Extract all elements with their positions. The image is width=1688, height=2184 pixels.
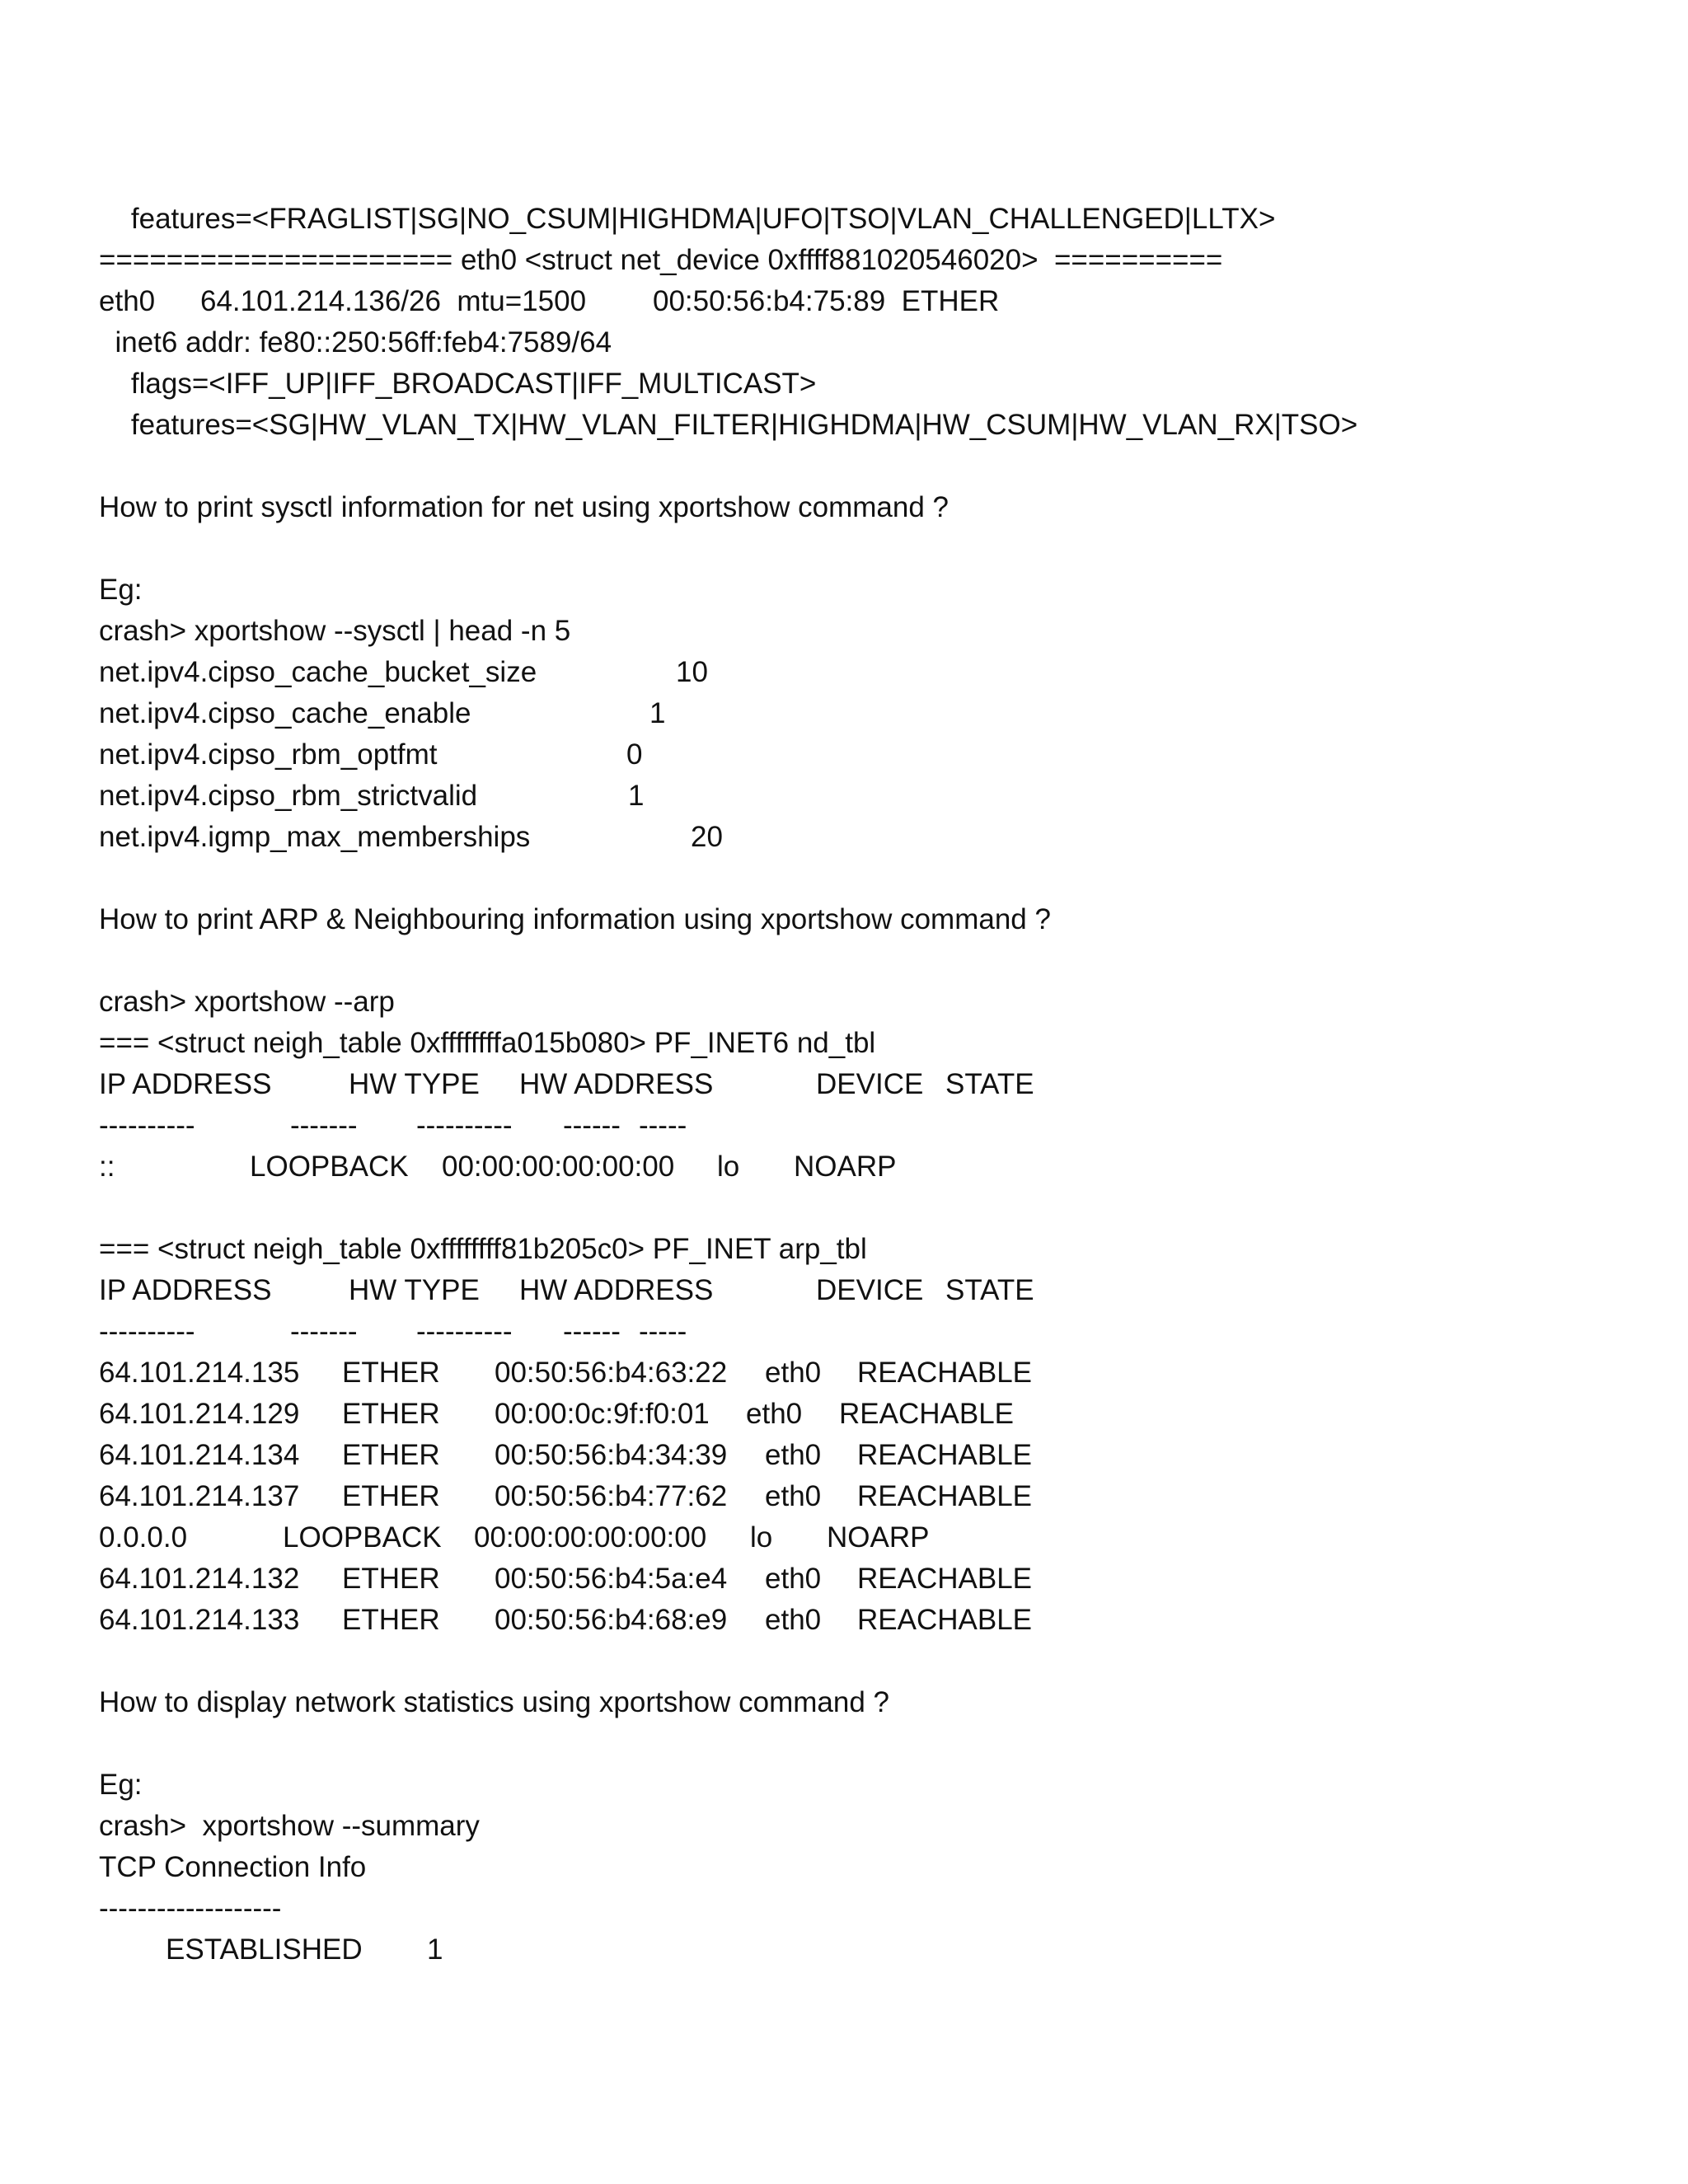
dash-ip: ---------- [99, 1109, 195, 1141]
sysctl-row [99, 776, 1648, 817]
dash-device: ------ [563, 1109, 621, 1141]
cell-hwtype: ETHER [342, 1480, 440, 1512]
table-row [99, 1435, 1648, 1476]
dash-state: ----- [639, 1109, 687, 1141]
features-line-eth0: features=<SG|HW_VLAN_TX|HW_VLAN_FILTER|HIGHDMA|HW_CSUM|HW_VLAN_RX|TSO> [99, 409, 1358, 441]
table-row [99, 1476, 1648, 1517]
cell-hwaddr: 00:50:56:b4:77:62 [495, 1480, 728, 1512]
blank-line [99, 1723, 1648, 1765]
cell-ip: 64.101.214.135 [99, 1357, 300, 1389]
established-row [99, 1929, 1648, 1971]
cell-device: eth0 [746, 1398, 803, 1430]
dash-hwtype: ------- [290, 1109, 358, 1141]
cell-hwtype: ETHER [342, 1398, 440, 1430]
sysctl-key: net.ipv4.igmp_max_memberships [99, 821, 531, 853]
sysctl-value: 10 [676, 656, 708, 688]
blank-line [99, 858, 1648, 899]
cell-hwaddr: 00:50:56:b4:5a:e4 [495, 1563, 728, 1595]
cell-ip: 64.101.214.134 [99, 1439, 300, 1471]
nd-tbl-dash-row [99, 1105, 1648, 1146]
inet6-addr-line: inet6 addr: fe80::250:56ff:feb4:7589/64 [99, 326, 612, 359]
arp-question: How to print ARP & Neighbouring information using xportshow command ? [99, 903, 1051, 935]
cell-device: eth0 [765, 1604, 822, 1636]
cell-hwtype: ETHER [342, 1604, 440, 1636]
cell-device: eth0 [765, 1357, 822, 1389]
sysctl-row [99, 693, 1648, 734]
cell-state: REACHABLE [839, 1398, 1015, 1430]
cell-ip: 64.101.214.132 [99, 1563, 300, 1595]
blank-line [99, 1641, 1648, 1682]
cell-hwaddr: 00:00:00:00:00:00 [474, 1521, 707, 1554]
sysctl-question: How to print sysctl information for net using xportshow command ? [99, 491, 949, 523]
dash-state: ----- [639, 1315, 687, 1347]
sysctl-key: net.ipv4.cipso_rbm_optfmt [99, 738, 438, 771]
sysctl-value: 1 [628, 780, 645, 812]
cell-ip: 64.101.214.129 [99, 1398, 300, 1430]
flags-line: flags=<IFF_UP|IFF_BROADCAST|IFF_MULTICAST> [99, 368, 817, 400]
cell-ip: 64.101.214.133 [99, 1604, 300, 1636]
col-header-hwaddr: HW ADDRESS [519, 1068, 714, 1100]
cell-hwaddr: 00:50:56:b4:63:22 [495, 1357, 728, 1389]
sysctl-key: net.ipv4.cipso_cache_bucket_size [99, 656, 537, 688]
sysctl-value: 20 [691, 821, 723, 853]
table-row [99, 1600, 1648, 1641]
sysctl-row [99, 817, 1648, 858]
tcp-connection-title: TCP Connection Info [99, 1851, 367, 1883]
cell-device: lo [750, 1521, 773, 1554]
cell-hwtype: LOOPBACK [250, 1151, 409, 1183]
cell-hwtype: ETHER [342, 1563, 440, 1595]
table-row [99, 1146, 1648, 1188]
sysctl-command: crash> xportshow --sysctl | head -n 5 [99, 615, 571, 647]
dash-ip: ---------- [99, 1315, 195, 1347]
cell-hwaddr: 00:50:56:b4:68:e9 [495, 1604, 728, 1636]
col-header-device: DEVICE [816, 1274, 924, 1306]
cell-device: eth0 [765, 1563, 822, 1595]
cell-hwaddr: 00:50:56:b4:34:39 [495, 1439, 728, 1471]
tcp-connection-dashes: ------------------- [99, 1892, 282, 1924]
eth0-address-mtu: 64.101.214.136/26 mtu=1500 [200, 285, 587, 317]
sysctl-value: 0 [626, 738, 643, 771]
dash-device: ------ [563, 1315, 621, 1347]
table-row [99, 1352, 1648, 1394]
arp-command: crash> xportshow --arp [99, 986, 395, 1018]
blank-line [99, 528, 1648, 569]
stats-command: crash> xportshow --summary [99, 1810, 480, 1842]
dash-hwaddr: ---------- [416, 1109, 513, 1141]
sysctl-value: 1 [649, 697, 666, 729]
col-header-ip: IP ADDRESS [99, 1068, 272, 1100]
cell-ip: 0.0.0.0 [99, 1521, 188, 1554]
sysctl-key: net.ipv4.cipso_cache_enable [99, 697, 471, 729]
cell-hwaddr: 00:00:0c:9f:f0:01 [495, 1398, 710, 1430]
cell-state: NOARP [827, 1521, 930, 1554]
nd-tbl-title: === <struct neigh_table 0xffffffffa015b080> PF_INET6 nd_tbl [99, 1027, 876, 1059]
cell-ip: 64.101.214.137 [99, 1480, 300, 1512]
table-row [99, 1394, 1648, 1435]
cell-device: eth0 [765, 1439, 822, 1471]
stats-eg-label: Eg: [99, 1769, 143, 1801]
cell-state: REACHABLE [857, 1604, 1033, 1636]
col-header-device: DEVICE [816, 1068, 924, 1100]
blank-line [99, 446, 1648, 487]
cell-ip: :: [99, 1151, 115, 1183]
cell-hwaddr: 00:00:00:00:00:00 [442, 1151, 675, 1183]
col-header-state: STATE [945, 1068, 1034, 1100]
col-header-hwtype: HW TYPE [349, 1274, 480, 1306]
sysctl-row [99, 734, 1648, 776]
dash-hwtype: ------- [290, 1315, 358, 1347]
col-header-hwaddr: HW ADDRESS [519, 1274, 714, 1306]
arp-tbl-dash-row [99, 1311, 1648, 1352]
eth0-mac-type: 00:50:56:b4:75:89 ETHER [653, 285, 1000, 317]
eth0-summary-line [99, 281, 1648, 322]
col-header-ip: IP ADDRESS [99, 1274, 272, 1306]
sysctl-key: net.ipv4.cipso_rbm_strictvalid [99, 780, 478, 812]
nd-tbl-header-row [99, 1064, 1648, 1105]
cell-state: REACHABLE [857, 1480, 1033, 1512]
sysctl-row [99, 652, 1648, 693]
arp-tbl-header-row [99, 1270, 1648, 1311]
arp-tbl-title: === <struct neigh_table 0xffffffff81b205c0> PF_INET arp_tbl [99, 1233, 867, 1265]
cell-state: NOARP [794, 1151, 897, 1183]
cell-device: lo [717, 1151, 740, 1183]
cell-hwtype: ETHER [342, 1357, 440, 1389]
table-row [99, 1558, 1648, 1600]
cell-state: REACHABLE [857, 1439, 1033, 1471]
eth0-name: eth0 [99, 285, 156, 317]
blank-line [99, 1188, 1648, 1229]
eth0-device-header: ===================== eth0 <struct net_device 0xffff881020546020> ========== [99, 244, 1223, 276]
blank-line [99, 940, 1648, 982]
established-label: ESTABLISHED [166, 1933, 363, 1966]
features-line-lo: features=<FRAGLIST|SG|NO_CSUM|HIGHDMA|UFO|TSO|VLAN_CHALLENGED|LLTX> [99, 203, 1276, 235]
dash-hwaddr: ---------- [416, 1315, 513, 1347]
cell-state: REACHABLE [857, 1357, 1033, 1389]
established-value: 1 [427, 1933, 443, 1966]
cell-device: eth0 [765, 1480, 822, 1512]
stats-question: How to display network statistics using xportshow command ? [99, 1686, 890, 1718]
col-header-hwtype: HW TYPE [349, 1068, 480, 1100]
cell-hwtype: ETHER [342, 1439, 440, 1471]
cell-hwtype: LOOPBACK [283, 1521, 442, 1554]
document-page [99, 199, 1648, 1971]
table-row [99, 1517, 1648, 1558]
cell-state: REACHABLE [857, 1563, 1033, 1595]
col-header-state: STATE [945, 1274, 1034, 1306]
sysctl-eg-label: Eg: [99, 574, 143, 606]
